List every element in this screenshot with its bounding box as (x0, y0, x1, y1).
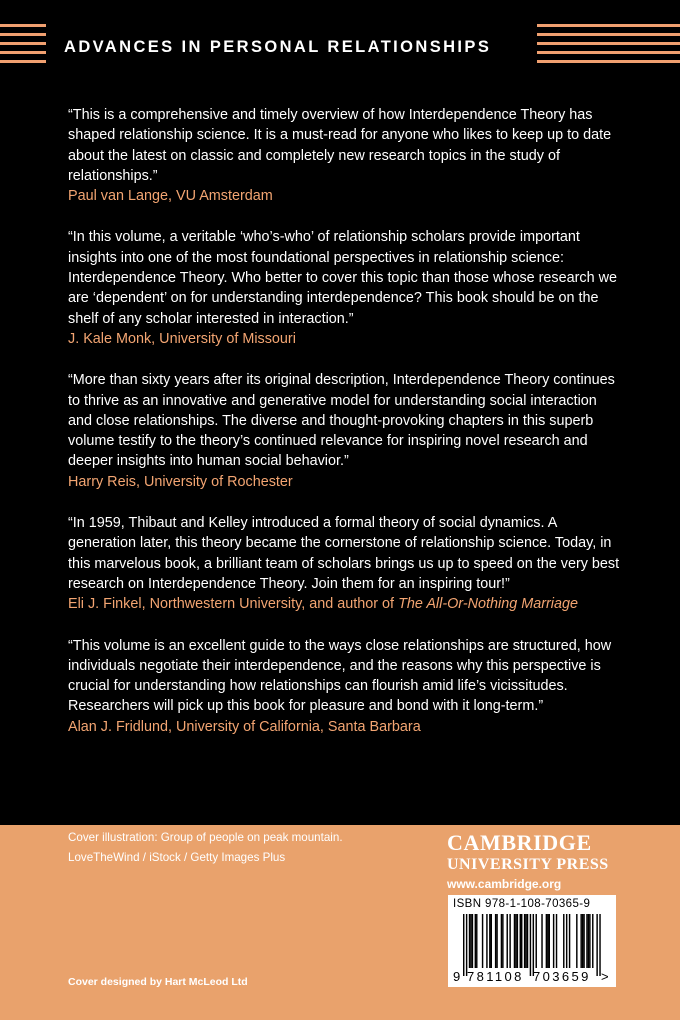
barcode-bar (588, 914, 589, 968)
barcode-bar (476, 914, 477, 968)
barcode-bar (466, 914, 467, 976)
endorsement-attribution: Paul van Lange, VU Amsterdam (68, 188, 273, 205)
endorsement (68, 513, 620, 614)
barcode-bar (469, 914, 470, 968)
barcode-bar (514, 914, 515, 968)
publisher-subtitle: UNIVERSITY PRESS (447, 856, 609, 873)
barcode-end-mark: > (601, 969, 609, 984)
endorsement (68, 370, 620, 492)
endorsement-attribution: Alan J. Fridlund, University of California, Santa Barbara (68, 718, 421, 735)
publisher-logo (447, 825, 622, 891)
endorsement-quote: “This volume is an excellent guide to the ways close relationships are structured, how individuals negotiate their interdependence, and the reasons why this perspective is crucial for understanding how relationships can flourish amid life’s vicissitudes. Researchers will pick up this book for pleasure and bond with it long-term.” (68, 637, 612, 715)
barcode-bar (517, 914, 518, 968)
barcode-bar (576, 914, 577, 968)
barcode-bar (515, 914, 516, 968)
footer-band (0, 825, 680, 1020)
barcode-bar (536, 914, 537, 968)
barcode (448, 895, 616, 987)
barcode-bar (525, 914, 526, 968)
barcode-bar (520, 914, 521, 968)
endorsement-attribution (68, 594, 620, 614)
barcode-bar (582, 914, 583, 968)
barcode-bar (524, 914, 525, 968)
barcode-bar (501, 914, 502, 968)
endorsement-attribution: J. Kale Monk, University of Missouri (68, 330, 296, 347)
barcode-digits-right: 703659 (533, 969, 591, 984)
barcode-graphic (451, 914, 613, 984)
barcode-bar (566, 914, 567, 968)
stripes-right (537, 24, 680, 69)
barcode-bar (546, 914, 547, 968)
barcode-bar (530, 914, 531, 976)
barcode-bar (541, 914, 542, 968)
attribution-text: Eli J. Finkel, Northwestern University, and author of (68, 596, 399, 613)
barcode-bar (491, 914, 492, 968)
barcode-bar (527, 914, 528, 968)
book-title: The All-Or-Nothing Marriage (398, 596, 579, 613)
stripes-left (0, 24, 46, 69)
barcode-bar (509, 914, 510, 968)
barcode-bar (486, 914, 487, 968)
isbn-label: ISBN 978-1-108-70365-9 (453, 898, 591, 910)
barcode-bar (496, 914, 497, 968)
barcode-digit-first: 9 (453, 969, 461, 984)
designer-credit: Cover designed by Hart McLeod Ltd (68, 976, 248, 988)
barcode-digits-left: 781108 (467, 969, 524, 984)
barcode-bar (470, 914, 471, 968)
barcode-bar (463, 914, 464, 976)
series-header (0, 24, 680, 72)
endorsement-quote: “In this volume, a veritable ‘who’s-who’ of relationship scholars provide important insights into one of the most foundational perspectives in relationship science: Interdependence Theory. Who better to cover this topic than those whose research we are ‘dependent’ on for understanding interdependence? This book should be on the shelf of any scholar interested in interaction.” (68, 229, 618, 327)
barcode-bar (475, 914, 476, 968)
publisher-name: CAMBRIDGE (447, 830, 592, 855)
barcode-bar (592, 914, 593, 968)
barcode-bar (489, 914, 490, 968)
barcode-bar (472, 914, 473, 968)
endorsement (68, 636, 620, 737)
barcode-bar (589, 914, 590, 968)
publisher-url: www.cambridge.org (447, 877, 562, 891)
barcode-bar (547, 914, 548, 968)
illustration-credit: Cover illustration: Group of people on peak mountain. (68, 831, 343, 844)
barcode-bar (553, 914, 554, 968)
endorsement-quote: “This is a comprehensive and timely overview of how Interdependence Theory has shaped relationship science. It is a must-read for anyone who likes to keep up to date about the latest on classic and completely new research topics in the study of relationships.” (68, 107, 612, 184)
barcode-bar (521, 914, 522, 968)
barcode-bar (599, 914, 600, 976)
barcode-bar (533, 914, 534, 976)
barcode-bar (482, 914, 483, 968)
barcode-bar (580, 914, 581, 968)
barcode-bar (583, 914, 584, 968)
barcode-bar (563, 914, 564, 968)
barcode-bar (596, 914, 597, 976)
endorsement-quote: “More than sixty years after its original description, Interdependence Theory continues to thrive as an innovative and generative model for understanding social interaction and close relationships. The diverse and thought-provoking chapters in this superb volume testify to the theory’s continued relevance for inspiring novel research and deeper insights into human social behavior.” (68, 372, 615, 470)
barcode-bar (586, 914, 587, 968)
barcode-bar (569, 914, 570, 968)
barcode-bar (549, 914, 550, 968)
barcode-bar (507, 914, 508, 968)
endorsement (68, 227, 620, 349)
barcode-bar (556, 914, 557, 968)
endorsement-quote: “In 1959, Thibaut and Kelley introduced a formal theory of social dynamics. A generation later, this theory became the cornerstone of relationship science. Today, in this marvelous book, a brilliant team of scholars brings us up to speed on the very best research on Interdependence Theory. Join them for an inspiring tour!” (68, 515, 620, 592)
barcode-bar (502, 914, 503, 968)
endorsement (68, 105, 620, 206)
series-title: ADVANCES IN PERSONAL RELATIONSHIPS (64, 38, 492, 56)
endorsement-attribution: Harry Reis, University of Rochester (68, 473, 293, 490)
endorsements (68, 105, 620, 758)
barcode-bar (495, 914, 496, 968)
image-credit: LoveTheWind / iStock / Getty Images Plus (68, 851, 286, 864)
